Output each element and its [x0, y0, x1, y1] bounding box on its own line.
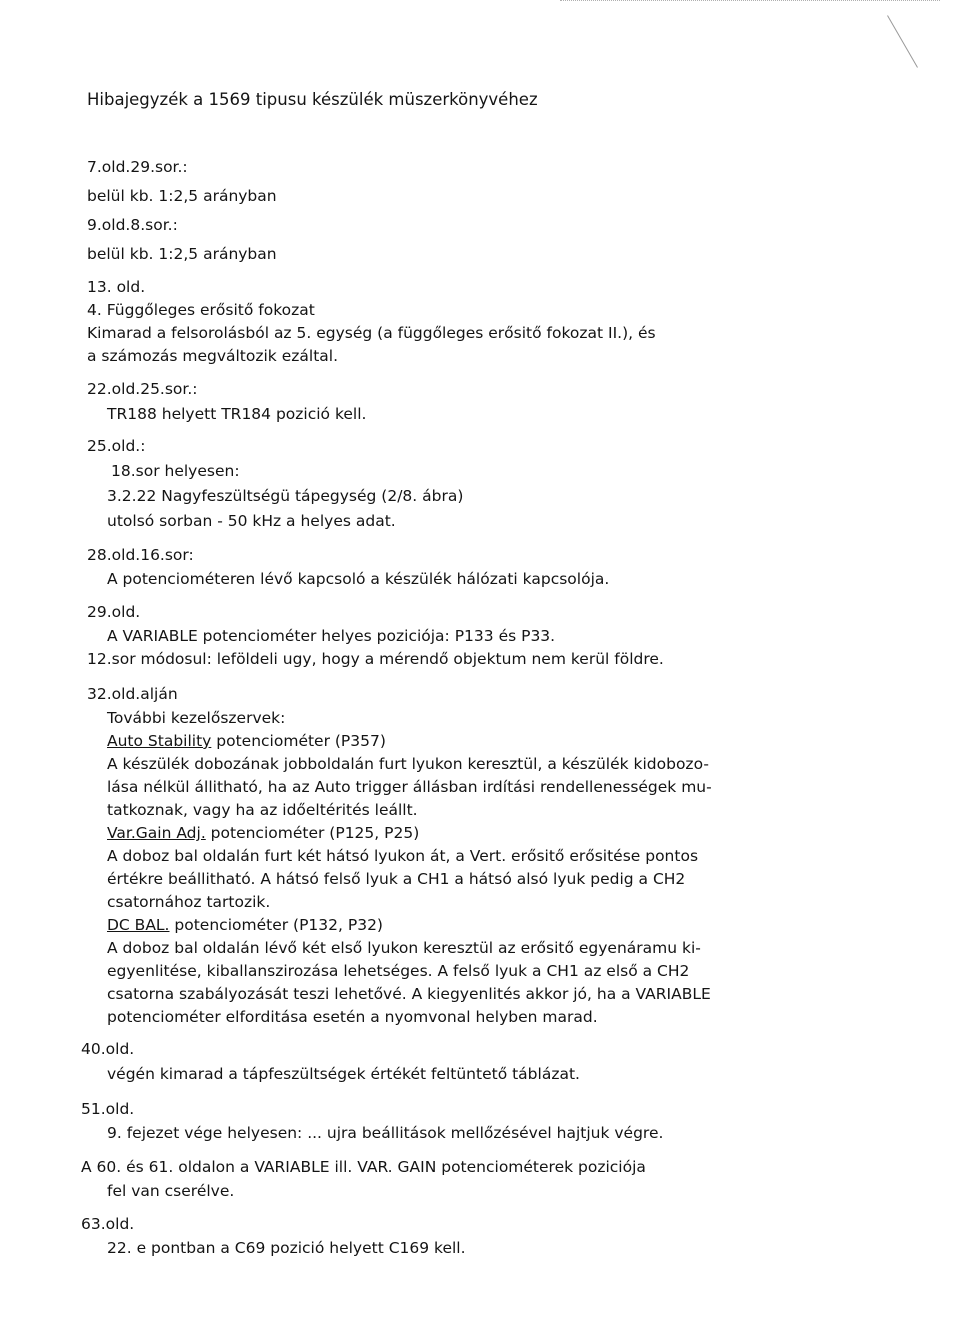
page-ref: 22.old.25.sor.:	[87, 380, 198, 398]
correction-line: A doboz bal oldalán lévő két első lyukon keresztül az erősitő egyenáramu ki-	[107, 939, 701, 957]
correction-line: 12.sor módosul: leföldeli ugy, hogy a mérendő objektum nem kerül földre.	[87, 650, 664, 668]
correction-line: A 60. és 61. oldalon a VARIABLE ill. VAR. GAIN potenciométerek poziciója	[81, 1158, 646, 1176]
correction-line: TR188 helyett TR184 pozició kell.	[107, 405, 367, 423]
correction-line: belül kb. 1:2,5 arányban	[87, 187, 277, 205]
page-ref: 63.old.	[81, 1215, 135, 1233]
page-ref: 51.old.	[81, 1100, 135, 1118]
correction-line: potenciométer elforditása esetén a nyomvonal helyben marad.	[107, 1008, 598, 1026]
control-heading	[107, 731, 386, 751]
correction-line: A VARIABLE potenciométer helyes poziciója: P133 és P33.	[107, 627, 556, 645]
correction-line: belül kb. 1:2,5 arányban	[87, 245, 277, 263]
correction-line: Kimarad a felsorolásból az 5. egység (a függőleges erősitő fokozat II.), és	[87, 324, 656, 342]
page-ref: 13. old.	[87, 278, 146, 296]
correction-line: tatkoznak, vagy ha az időeltérités leállt.	[107, 801, 418, 819]
page-ref: 29.old.	[87, 603, 141, 621]
correction-line: 22. e pontban a C69 pozició helyett C169 kell.	[107, 1239, 466, 1257]
correction-line: utolsó sorban - 50 kHz a helyes adat.	[107, 512, 396, 530]
page-ref: 9.old.8.sor.:	[87, 216, 178, 234]
correction-line: csatorna szabályozását teszi lehetővé. A kiegyenlités akkor jó, ha a VARIABLE	[107, 985, 711, 1003]
page-ref: 40.old.	[81, 1040, 135, 1058]
control-heading	[107, 823, 419, 843]
correction-line: lása nélkül állitható, ha az Auto trigger állásban irdítási rendellenességek mu-	[107, 778, 712, 796]
correction-line: A készülék dobozának jobboldalán furt lyukon keresztül, a készülék kidobozo-	[107, 755, 709, 773]
correction-line: csatornához tartozik.	[107, 893, 271, 911]
control-part: potenciométer (P125, P25)	[205, 824, 420, 842]
scan-artifact-mark	[887, 0, 944, 67]
document-title: Hibajegyzék a 1569 tipusu készülék müszerkönyvéhez	[87, 90, 538, 109]
correction-line: egyenlitése, kiballanszirozása lehetséges. A felső lyuk a CH1 az első a CH2	[107, 962, 690, 980]
control-name: Var.Gain Adj.	[107, 824, 206, 842]
correction-line: 4. Függőleges erősitő fokozat	[87, 301, 315, 319]
correction-line: 18.sor helyesen:	[111, 462, 240, 480]
correction-line: 9. fejezet vége helyesen: ... ujra beállitások mellőzésével hajtjuk végre.	[107, 1124, 664, 1142]
correction-line: A doboz bal oldalán furt két hátsó lyukon át, a Vert. erősitő erősitése pontos	[107, 847, 699, 865]
control-part: potenciométer (P132, P32)	[169, 916, 383, 934]
page-ref: 25.old.:	[87, 437, 146, 455]
correction-line: a számozás megváltozik ezáltal.	[87, 347, 338, 365]
correction-line: fel van cserélve.	[107, 1182, 235, 1200]
section-heading: További kezelőszervek:	[107, 709, 286, 727]
control-name: DC BAL.	[107, 916, 170, 934]
control-name: Auto Stability	[107, 732, 212, 750]
page-ref: 7.old.29.sor.:	[87, 158, 188, 176]
control-heading	[107, 915, 383, 935]
scan-artifact	[560, 0, 940, 7]
page-ref: 28.old.16.sor:	[87, 546, 194, 564]
control-part: potenciométer (P357)	[211, 732, 386, 750]
correction-line: 3.2.22 Nagyfeszültségü tápegység (2/8. ábra)	[107, 487, 464, 505]
correction-line: végén kimarad a tápfeszültségek értékét feltüntető táblázat.	[107, 1065, 580, 1083]
correction-line: értékre beállitható. A hátsó felső lyuk a CH1 a hátsó alsó lyuk pedig a CH2	[107, 870, 686, 888]
page-ref: 32.old.alján	[87, 685, 178, 703]
correction-line: A potenciométeren lévő kapcsoló a készülék hálózati kapcsolója.	[107, 570, 610, 588]
